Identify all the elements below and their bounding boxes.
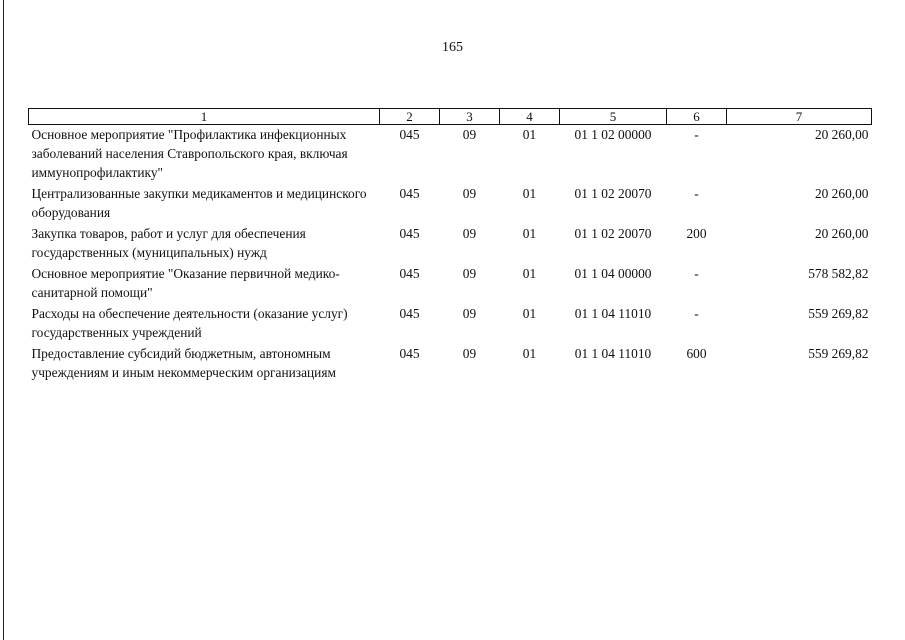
row-name: Закупка товаров, работ и услуг для обеспечения государственных (муниципальных) нужд [31,226,306,260]
row-target: 01 1 02 00000 [574,127,652,142]
table-row [29,344,872,384]
header-col-7: 7 [727,109,872,125]
row-name: Предоставление субсидий бюджетным, автономным учреждениям и иным некоммерческим организациям [31,346,336,380]
table-row [29,184,872,224]
header-col-4: 4 [500,109,560,125]
row-name: Основное мероприятие "Профилактика инфекционных заболеваний населения Ставропольского края, включая иммунопрофилактику" [31,127,348,180]
row-ministry: 045 [399,346,420,361]
header-col-5: 5 [560,109,667,125]
header-col-1: 1 [29,109,380,125]
row-amount: 20 260,00 [814,186,869,201]
row-target: 01 1 02 20070 [574,226,652,241]
row-amount: 559 269,82 [808,346,869,361]
page-number: 165 [442,40,463,55]
row-target: 01 1 04 00000 [574,266,652,281]
table-row [29,304,872,344]
row-amount: 20 260,00 [814,226,869,241]
row-subsection: 01 [522,127,537,142]
row-expense-type: - [694,266,699,281]
row-name: Основное мероприятие "Оказание первичной медико-санитарной помощи" [31,266,340,300]
row-subsection: 01 [522,346,537,361]
row-target: 01 1 04 11010 [574,346,652,361]
row-target: 01 1 02 20070 [574,186,652,201]
row-amount: 578 582,82 [808,266,869,281]
row-name: Расходы на обеспечение деятельности (оказание услуг) государственных учреждений [31,306,348,340]
row-ministry: 045 [399,226,420,241]
row-section: 09 [462,226,477,241]
row-section: 09 [462,266,477,281]
row-expense-type: 600 [686,346,707,361]
row-name: Централизованные закупки медикаментов и медицинского оборудования [31,186,367,220]
row-ministry: 045 [399,306,420,321]
row-expense-type: - [694,186,699,201]
row-amount: 20 260,00 [814,127,869,142]
row-section: 09 [462,346,477,361]
row-expense-type: - [694,127,699,142]
header-row [29,109,872,125]
row-ministry: 045 [399,266,420,281]
row-target: 01 1 04 11010 [574,306,652,321]
row-ministry: 045 [399,186,420,201]
table-row [29,125,872,185]
row-expense-type: 200 [686,226,707,241]
table-header [29,109,872,125]
row-section: 09 [462,306,477,321]
row-amount: 559 269,82 [808,306,869,321]
header-col-3: 3 [440,109,500,125]
table-body [29,125,872,385]
header-col-2: 2 [380,109,440,125]
table-row [29,264,872,304]
row-subsection: 01 [522,306,537,321]
row-ministry: 045 [399,127,420,142]
row-section: 09 [462,127,477,142]
row-expense-type: - [694,306,699,321]
header-col-6: 6 [667,109,727,125]
row-section: 09 [462,186,477,201]
row-subsection: 01 [522,266,537,281]
budget-table [28,108,872,384]
row-subsection: 01 [522,186,537,201]
row-subsection: 01 [522,226,537,241]
table-row [29,224,872,264]
page-left-edge [3,0,4,640]
